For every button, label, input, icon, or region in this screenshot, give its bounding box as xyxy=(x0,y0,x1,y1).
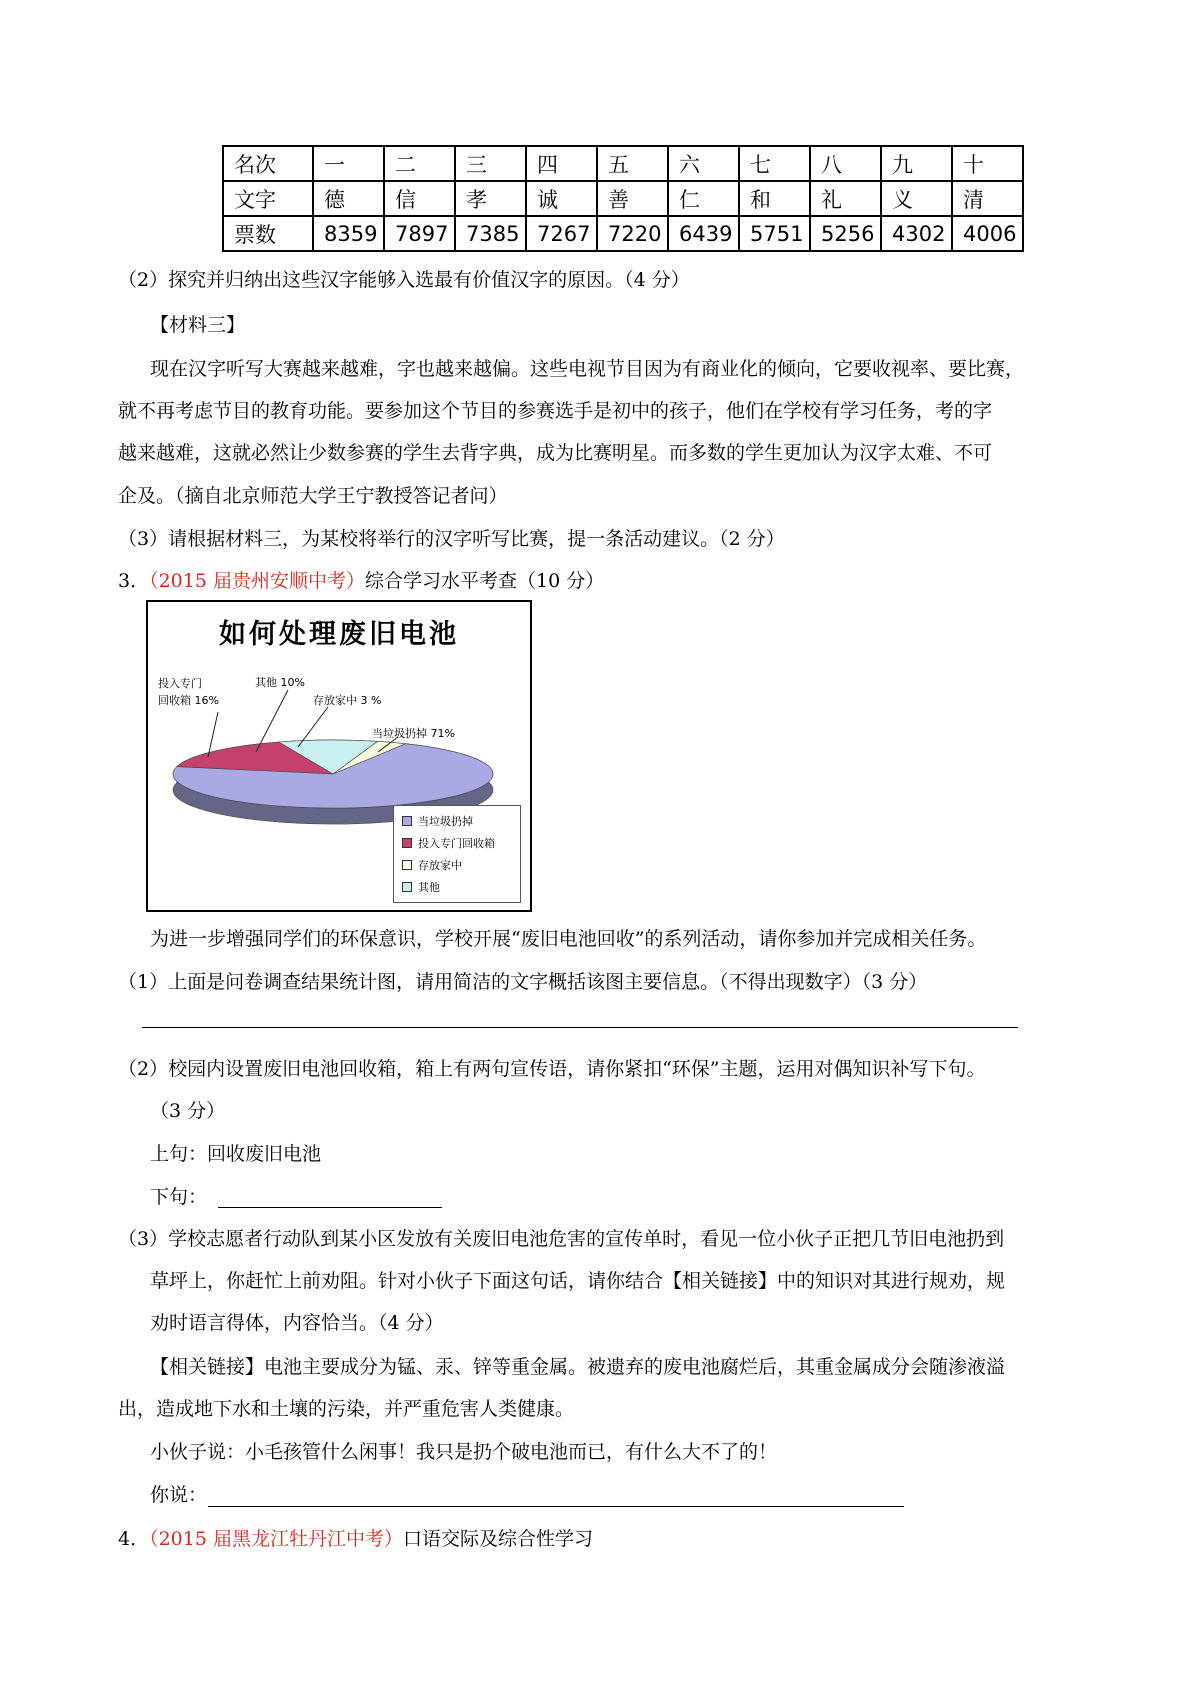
material-3-line: 企及。（摘自北京师范大学王宁教授答记者问） xyxy=(118,485,508,507)
table-cell: 4302 xyxy=(881,216,952,251)
table-row xyxy=(223,146,1023,181)
table-cell: 7220 xyxy=(597,216,668,251)
table-cell: 礼 xyxy=(810,181,881,216)
chart-title: 如何处理废旧电池 xyxy=(219,619,459,650)
question-4-heading xyxy=(118,1527,593,1551)
legend-item xyxy=(402,835,495,851)
question-source: （2015 届黑龙江牡丹江中考） xyxy=(149,1528,403,1550)
table-cell: 清 xyxy=(952,181,1023,216)
question-2-2: （2）探究并归纳出这些汉字能够入选最有价值汉字的原因。（4 分） xyxy=(118,269,690,291)
legend-label: 存放家中 xyxy=(418,859,462,872)
table-cell: 一 xyxy=(313,146,384,181)
you-say-label: 你说： xyxy=(150,1484,208,1506)
table-cell: 孝 xyxy=(455,181,526,216)
table-cell: 德 xyxy=(313,181,384,216)
table-cell: 义 xyxy=(881,181,952,216)
table-cell: 十 xyxy=(952,146,1023,181)
table-cell: 和 xyxy=(739,181,810,216)
answer-blank-you-say[interactable] xyxy=(208,1506,904,1507)
legend-swatch xyxy=(402,882,412,892)
legend-item xyxy=(402,813,473,829)
question-2-3: （3）请根据材料三，为某校将举行的汉字听写比赛，提一条活动建议。（2 分） xyxy=(118,528,785,550)
table-cell: 诚 xyxy=(526,181,597,216)
table-cell: 二 xyxy=(384,146,455,181)
table-cell: 信 xyxy=(384,181,455,216)
legend-label: 投入专门回收箱 xyxy=(418,837,495,850)
table-cell: 6439 xyxy=(668,216,739,251)
question-title: 综合学习水平考查（10 分） xyxy=(365,570,605,592)
table-cell: 六 xyxy=(668,146,739,181)
legend-label: 其他 xyxy=(418,881,440,894)
upper-line: 上句：回收废旧电池 xyxy=(150,1143,322,1165)
question-3-1: （1）上面是问卷调查结果统计图，请用简洁的文字概括该图主要信息。（不得出现数字）（3 分） xyxy=(118,971,928,993)
material-3-line: 就不再考虑节目的教育功能。要参加这个节目的参赛选手是初中的孩子，他们在学校有学习任务，考的字 xyxy=(118,400,993,422)
answer-blank-lower-line[interactable] xyxy=(218,1207,442,1208)
material-3-line: 现在汉字听写大赛越来越难，字也越来越偏。这些电视节目因为有商业化的倾向，它要收视率、要比赛， xyxy=(150,358,1025,380)
table-cell: 8359 xyxy=(313,216,384,251)
related-link-line: 出，造成地下水和土壤的污染，并严重危害人类健康。 xyxy=(118,1398,575,1420)
table-cell: 7897 xyxy=(384,216,455,251)
guy-says: 小伙子说：小毛孩管什么闲事！我只是扔个破电池而已，有什么大不了的！ xyxy=(150,1441,778,1463)
ranking-table xyxy=(222,145,1024,252)
question-number: 3． xyxy=(118,570,150,592)
question-3-3-line: （3）学校志愿者行动队到某小区发放有关废旧电池危害的宣传单时，看见一位小伙子正把几节旧电池扔到 xyxy=(118,1228,1005,1250)
question-3-2-score: （3 分） xyxy=(150,1100,226,1122)
legend-label: 当垃圾扔掉 xyxy=(418,815,473,828)
chart-legend xyxy=(393,805,521,903)
table-cell: 4006 xyxy=(952,216,1023,251)
question-number: 4． xyxy=(118,1528,150,1550)
slice-callout-home: 存放家中 3 % xyxy=(313,694,382,707)
intro-text: 为进一步增强同学们的环保意识，学校开展“废旧电池回收”的系列活动，请你参加并完成相关任务。 xyxy=(150,928,987,950)
table-cell: 八 xyxy=(810,146,881,181)
question-source: （2015 届贵州安顺中考） xyxy=(149,570,365,592)
table-row xyxy=(223,216,1023,251)
material-3-line: 越来越难，这就必然让少数参赛的学生去背字典，成为比赛明星。而多数的学生更加认为汉字太难、不可 xyxy=(118,442,993,464)
table-header-cell: 票数 xyxy=(223,216,313,251)
table-header-cell: 文字 xyxy=(223,181,313,216)
legend-swatch xyxy=(402,816,412,826)
slice-callout-trash: 当垃圾扔掉 71% xyxy=(372,727,455,740)
table-cell: 5751 xyxy=(739,216,810,251)
question-title: 口语交际及综合性学习 xyxy=(403,1528,594,1550)
table-cell: 5256 xyxy=(810,216,881,251)
slice-callout-recycle-1: 投入专门 xyxy=(158,677,202,690)
question-3-3-line: 草坪上，你赶忙上前劝阻。针对小伙子下面这句话，请你结合【相关链接】中的知识对其进行规劝，规 xyxy=(150,1270,1006,1292)
callout-line xyxy=(208,712,218,757)
table-cell: 五 xyxy=(597,146,668,181)
question-3-heading xyxy=(118,569,604,593)
legend-swatch xyxy=(402,860,412,870)
slice-callout-recycle-2: 回收箱 16% xyxy=(158,694,219,707)
table-cell: 7267 xyxy=(526,216,597,251)
table-cell: 九 xyxy=(881,146,952,181)
legend-item xyxy=(402,879,440,895)
question-3-2: （2）校园内设置废旧电池回收箱，箱上有两句宣传语，请你紧扣“环保”主题，运用对偶知识补写下句。 xyxy=(118,1058,986,1080)
legend-item xyxy=(402,857,462,873)
lower-line-label: 下句： xyxy=(150,1186,208,1208)
table-cell: 善 xyxy=(597,181,668,216)
answer-blank-1[interactable] xyxy=(142,1027,1018,1028)
table-cell: 七 xyxy=(739,146,810,181)
pie-chart xyxy=(146,600,532,912)
question-3-3-line: 劝时语言得体，内容恰当。（4 分） xyxy=(150,1312,444,1334)
table-row xyxy=(223,181,1023,216)
table-header-cell: 名次 xyxy=(223,146,313,181)
table-cell: 仁 xyxy=(668,181,739,216)
table-cell: 三 xyxy=(455,146,526,181)
material-3-title: 【材料三】 xyxy=(150,314,246,336)
slice-callout-other: 其他 10% xyxy=(255,676,305,689)
related-link-line: 【相关链接】电池主要成分为锰、汞、锌等重金属。被遗弃的废电池腐烂后，其重金属成分会随渗液溢 xyxy=(150,1356,1006,1378)
table-cell: 四 xyxy=(526,146,597,181)
legend-swatch xyxy=(402,838,412,848)
table-cell: 7385 xyxy=(455,216,526,251)
